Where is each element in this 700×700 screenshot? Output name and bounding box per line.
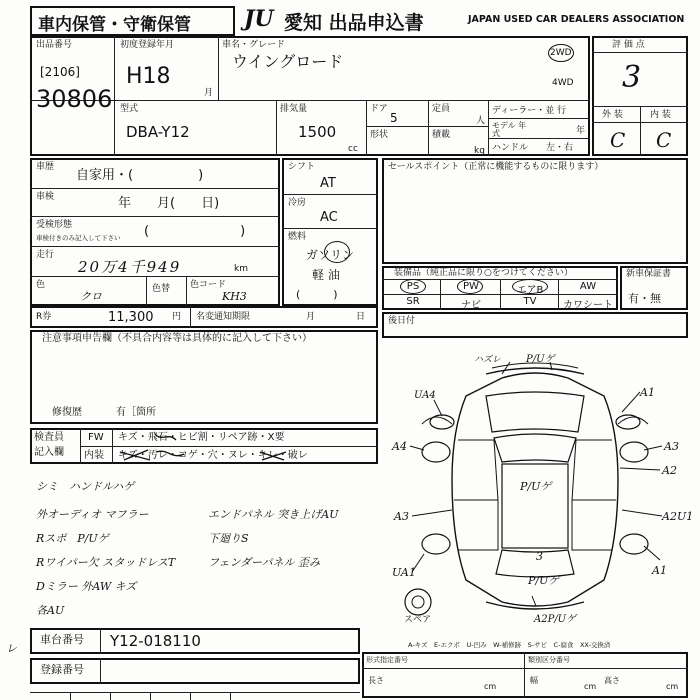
ac-value: AC bbox=[320, 210, 338, 225]
repair-value: 有［箇所 bbox=[116, 407, 156, 418]
inspector-label-2: 記入欄 bbox=[34, 447, 64, 458]
handwritten-note-6: 各AU bbox=[36, 604, 65, 617]
doors-value: 5 bbox=[390, 111, 398, 125]
form-title: 愛知 出品申込書 bbox=[284, 12, 424, 34]
exterior-label: 外 装 bbox=[602, 110, 623, 120]
handwritten-note-5: Dミラー 外AW キズ bbox=[36, 580, 137, 593]
chassis-value: Y12-018110 bbox=[110, 632, 201, 650]
warranty-value: 有・無 bbox=[628, 292, 661, 305]
model-name-label: 車名・グレード bbox=[222, 40, 286, 50]
length-label: 長さ bbox=[368, 676, 384, 685]
equip-pw: PW bbox=[463, 281, 479, 292]
mileage-label: 走行 bbox=[36, 250, 55, 260]
first-reg-value: H18 bbox=[126, 64, 171, 89]
handwritten-note-3: Rスポ P/Uゲ bbox=[36, 532, 109, 545]
score-value: 3 bbox=[622, 60, 642, 95]
displacement-label: 排気量 bbox=[280, 104, 308, 114]
ac-label: 冷房 bbox=[288, 198, 307, 208]
capacity-label: 定員 bbox=[432, 104, 451, 114]
color-value: クロ bbox=[80, 290, 102, 303]
diagram-label-spare: スペア bbox=[404, 615, 432, 625]
interior-value: C bbox=[656, 128, 672, 152]
inspection-value: 年 月( 日) bbox=[118, 196, 220, 211]
color-label: 色 bbox=[36, 280, 46, 290]
height-unit: cm bbox=[666, 682, 679, 691]
diagram-label-a1-br: A1 bbox=[652, 564, 667, 577]
warranty-label: 新車保証書 bbox=[626, 269, 672, 279]
displacement-unit: cc bbox=[348, 144, 358, 154]
handwritten-note-1: シミ ハンドルハゲ bbox=[36, 480, 135, 493]
score-label: 評 価 点 bbox=[612, 40, 645, 50]
cert-label-2: 類別区分番号 bbox=[528, 656, 570, 664]
shift-label: シフト bbox=[288, 162, 316, 172]
diagram-label-ua4: UA4 bbox=[414, 390, 436, 401]
repair-label: 修復歴 bbox=[52, 407, 82, 418]
capacity-unit: 人 bbox=[476, 116, 486, 126]
load-label: 積載 bbox=[432, 130, 451, 140]
ju-logo: JU bbox=[244, 6, 274, 32]
equip-pw-circle bbox=[457, 279, 483, 294]
lot-number: 30806 bbox=[36, 85, 113, 113]
fuel-option-other: ( ) bbox=[296, 288, 338, 301]
year-unit: 年 bbox=[576, 126, 586, 136]
recycle-unit: 円 bbox=[172, 312, 182, 322]
handwritten-note-right-1: エンドパネル 突き上げAU bbox=[208, 508, 339, 521]
handle-value: 左・右 bbox=[546, 143, 574, 153]
diagram-label-ua1-l: UA1 bbox=[392, 566, 416, 579]
color-change-label: 色替 bbox=[152, 284, 171, 294]
sales-point-block bbox=[382, 158, 688, 264]
equip-airbag: エアB bbox=[516, 285, 544, 296]
recycle-label: R券 bbox=[36, 312, 52, 322]
sales-point-label: セールスポイント（正常に機能するものに限ります） bbox=[388, 162, 604, 172]
cert-label: 形式指定番号 bbox=[366, 656, 408, 664]
cert-block bbox=[362, 652, 688, 698]
inspector-interior-label: 内装 bbox=[84, 450, 104, 461]
first-reg-label: 初度登録年月 bbox=[120, 40, 175, 50]
model-year-label: モデル 年 式 bbox=[492, 121, 527, 138]
equip-ps: PS bbox=[406, 281, 420, 292]
exterior-value: C bbox=[610, 128, 626, 152]
equip-leather: カワシート bbox=[563, 300, 613, 311]
equip-sr: SR bbox=[406, 296, 420, 307]
diagram-label-a4-l: A4 bbox=[392, 440, 407, 453]
interior-label: 内 装 bbox=[650, 110, 671, 120]
chassis-label: 車台番号 bbox=[40, 633, 84, 646]
shift-value: AT bbox=[320, 176, 336, 191]
lot-prefix: [2106] bbox=[40, 65, 80, 79]
first-reg-month-unit: 月 bbox=[204, 88, 214, 98]
damage-legend: A-キズ E-エクボ U-凹み W-補修跡 S-サビ C-腐食 XX-交換済 bbox=[408, 641, 611, 649]
storage-title: 車内保管・守衛保管 bbox=[38, 15, 191, 35]
fuel-option-gasoline: ガソリン bbox=[306, 248, 355, 262]
diagram-label-roof: P/Uゲ bbox=[520, 480, 552, 493]
displacement-value: 1500 bbox=[298, 123, 337, 141]
load-unit: kg bbox=[474, 146, 485, 156]
lot-label: 出品番号 bbox=[36, 40, 73, 50]
fw-items: キズ・飛石・ヒビ割・リペア跡・X要 bbox=[118, 432, 285, 443]
notes-block bbox=[30, 330, 378, 424]
recycle-value: 11,300 bbox=[108, 310, 154, 325]
handle-label: ハンドル bbox=[492, 143, 529, 153]
type-value: DBA-Y12 bbox=[126, 123, 190, 141]
width-label: 幅 bbox=[530, 676, 538, 685]
drive-4wd: 4WD bbox=[552, 78, 574, 88]
name-change-day: 日 bbox=[356, 312, 366, 322]
doors-label: ドア bbox=[370, 104, 388, 114]
height-label: 高さ bbox=[604, 676, 620, 685]
receive-note: 車検付きのみ記入して下さい bbox=[36, 234, 121, 242]
mileage-unit: km bbox=[234, 264, 248, 274]
equipment-label: 装備品（純正品に限り○をつけてください） bbox=[394, 268, 573, 278]
fuel-label: 燃料 bbox=[288, 232, 307, 242]
receive-value: ( ) bbox=[144, 224, 246, 239]
type-label: 型式 bbox=[120, 104, 139, 114]
fuel-selected-circle bbox=[324, 241, 350, 263]
diagram-label-top-center: P/Uゲ bbox=[526, 354, 555, 365]
color-code-label: 色コード bbox=[190, 280, 227, 290]
fw-label: FW bbox=[88, 432, 104, 443]
registration-label: 登録番号 bbox=[40, 663, 84, 676]
equip-airbag-circle bbox=[512, 279, 548, 294]
inspector-marks bbox=[110, 428, 380, 464]
drive-2wd: 2WD bbox=[548, 44, 574, 62]
equip-tv: TV bbox=[523, 296, 537, 307]
name-change-month: 月 bbox=[306, 312, 316, 322]
diagram-label-a2-bottom: A2P/Uゲ bbox=[534, 614, 577, 625]
history-value: 自家用・( ) bbox=[76, 168, 204, 183]
model-name-value: ウイングロード bbox=[232, 52, 344, 71]
inspector-label-1: 検査員 bbox=[34, 432, 64, 443]
color-code-value: KH3 bbox=[222, 290, 247, 303]
history-label: 車歴 bbox=[36, 162, 55, 172]
equip-navi: ナビ bbox=[461, 300, 481, 311]
length-unit: cm bbox=[484, 682, 497, 691]
width-unit: cm bbox=[584, 682, 597, 691]
equip-aw: AW bbox=[579, 281, 597, 292]
diagram-label-a2u1-r: A2U1 bbox=[662, 510, 694, 523]
association-name: JAPAN USED CAR DEALERS ASSOCIATION bbox=[468, 14, 685, 25]
diagram-label-rear-window: 3 bbox=[536, 550, 543, 563]
after-label: 後日付 bbox=[388, 316, 416, 326]
handwritten-note-4: Rワイパー欠 スタッドレスT bbox=[36, 556, 176, 569]
receive-label: 受検形態 bbox=[36, 220, 73, 230]
diagram-label-top-left: ハズレ bbox=[474, 355, 502, 365]
handwritten-note-right-3: フェンダーパネル 歪み bbox=[208, 556, 320, 569]
margin-mark: レ bbox=[6, 642, 17, 655]
diagram-label-a1-tr: A1 bbox=[640, 386, 655, 399]
handwritten-note-right-2: 下廻りS bbox=[208, 532, 249, 545]
notes-label: 注意事項申告欄（不具合内容等は具体的に記入して下さい） bbox=[42, 333, 312, 344]
diagram-label-a3-r: A3 bbox=[664, 440, 679, 453]
mileage-value: 20万4千949 bbox=[78, 258, 182, 276]
after-block bbox=[382, 312, 688, 338]
dealer-label: ディーラー・並 行 bbox=[492, 106, 567, 116]
shape-label: 形状 bbox=[370, 130, 389, 140]
equip-ps-circle bbox=[400, 279, 426, 294]
name-change-label: 名変通知期限 bbox=[196, 312, 251, 322]
fuel-option-diesel: 軽 油 bbox=[312, 268, 340, 282]
diagram-label-a2-r: A2 bbox=[662, 464, 677, 477]
inspector-interior-items: キズ・汚レ・コゲ・穴・ヌレ・キレ・破レ bbox=[118, 450, 308, 461]
handwritten-note-2: 外オーディオ マフラー bbox=[36, 508, 149, 521]
inspection-label: 車検 bbox=[36, 192, 55, 202]
diagram-label-rear: P/Uゲ bbox=[528, 574, 560, 587]
diagram-label-a3-l: A3 bbox=[394, 510, 409, 523]
